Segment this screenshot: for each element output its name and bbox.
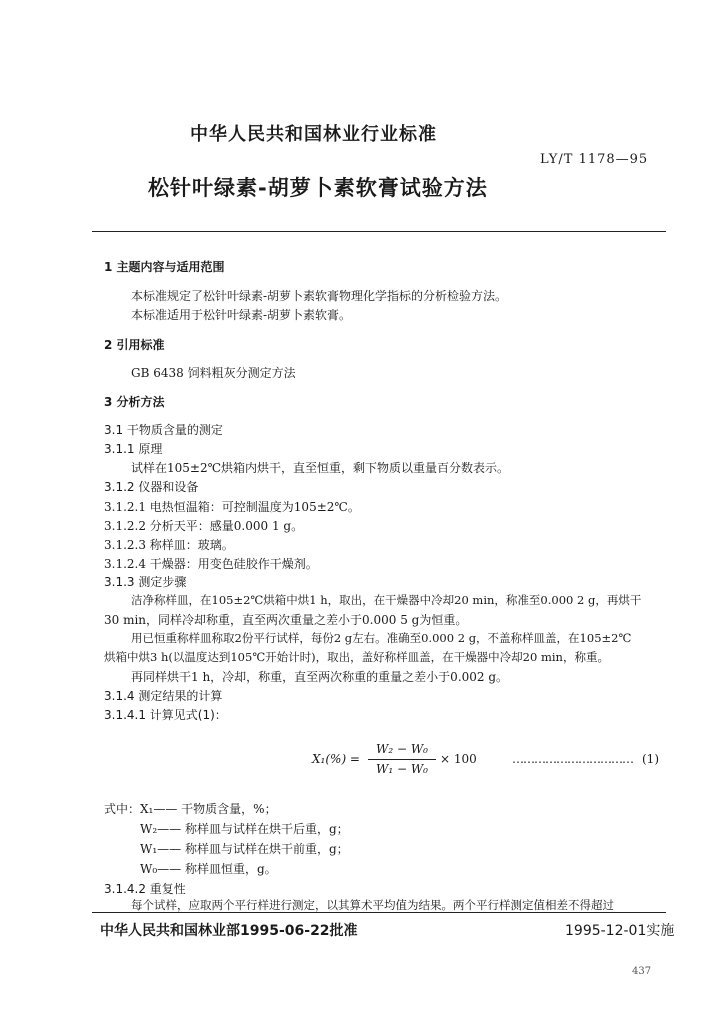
formula-number: (1)	[642, 752, 659, 766]
section-3-heading: 3 分析方法	[104, 395, 165, 409]
where-w2: W₂—— 称样皿与试样在烘干后重，g；	[140, 822, 349, 836]
where-w1: W₁—— 称样皿与试样在烘干前重，g；	[140, 842, 349, 856]
section-3-1-2-heading: 3.1.2 仪器和设备	[104, 480, 199, 494]
formula-lhs: X₁(%) =	[312, 752, 360, 766]
section-1-paragraph-1: 本标准规定了松针叶绿素-胡萝卜素软膏物理化学指标的分析检验方法。	[131, 289, 508, 303]
section-3-1-3-heading: 3.1.3 测定步骤	[104, 575, 187, 589]
section-3-1-2-2: 3.1.2.2 分析天平：感量0.000 1 g。	[104, 519, 304, 533]
section-3-1-3-paragraph-2a: 用已恒重称样皿称取2份平行试样，每份2 g左右。准确至0.000 2 g，不盖称样皿盖，在105±2℃	[131, 631, 632, 645]
issuing-organization: 中华人民共和国林业行业标准	[190, 124, 437, 145]
section-3-1-3-paragraph-1b: 30 min，同样冷却称重，直至两次重量之差小于0.000 5 g为恒重。	[104, 613, 468, 627]
formula-multiplier: × 100	[440, 752, 477, 766]
section-3-1-heading: 3.1 干物质含量的测定	[104, 423, 223, 437]
page-number: 437	[632, 966, 652, 977]
where-w0: W₀—— 称样皿恒重，g。	[140, 862, 277, 876]
section-2-heading: 2 引用标准	[104, 338, 165, 352]
approval-line: 中华人民共和国林业部1995-06-22批准	[100, 923, 358, 939]
section-3-1-4-2-paragraph: 每个试样，应取两个平行样进行测定，以其算术平均值为结果。两个平行样测定值相差不得超过	[131, 898, 614, 912]
section-3-1-3-paragraph-1a: 洁净称样皿，在105±2℃烘箱中烘1 h，取出，在干燥器中冷却20 min，称准至0.000 2 g，再烘干	[131, 593, 642, 607]
section-3-1-3-paragraph-2b: 烘箱中烘3 h(以温度达到105℃开始计时)，取出，盖好称样皿盖，在干燥器中冷却20 min，称重。	[104, 650, 609, 664]
implementation-date: 1995-12-01实施	[565, 923, 675, 939]
section-3-1-2-4: 3.1.2.4 干燥器：用变色硅胶作干燥剂。	[104, 557, 318, 571]
reference-standard: GB 6438 饲料粗灰分测定方法	[131, 366, 296, 380]
section-3-1-2-1: 3.1.2.1 电热恒温箱：可控制温度为105±2℃。	[104, 500, 360, 514]
formula-fraction-bar	[368, 759, 436, 760]
section-3-1-4-2-heading: 3.1.4.2 重复性	[104, 882, 186, 896]
section-3-1-2-3: 3.1.2.3 称样皿：玻璃。	[104, 538, 234, 552]
where-intro: 式中：X₁—— 干物质含量，%；	[104, 802, 277, 816]
section-3-1-1-paragraph: 试样在105±2℃烘箱内烘干，直至恒重，剩下物质以重量百分数表示。	[131, 461, 510, 475]
standard-code: LY/T 1178—95	[540, 152, 649, 167]
section-1-paragraph-2: 本标准适用于松针叶绿素-胡萝卜素软膏。	[131, 308, 352, 322]
section-3-1-1-heading: 3.1.1 原理	[104, 442, 163, 456]
header-rule	[92, 231, 666, 232]
formula-denominator: W₁ − W₀	[376, 762, 428, 776]
footer-rule	[92, 912, 666, 913]
formula-leader-dots: ……………………………	[512, 752, 633, 766]
document-title: 松针叶绿素-胡萝卜素软膏试验方法	[148, 176, 488, 200]
section-3-1-4-1-heading: 3.1.4.1 计算见式(1)：	[104, 708, 227, 722]
section-3-1-4-heading: 3.1.4 测定结果的计算	[104, 689, 223, 703]
section-1-heading: 1 主题内容与适用范围	[104, 260, 225, 274]
formula-numerator: W₂ − W₀	[376, 742, 428, 756]
section-3-1-3-paragraph-3: 再同样烘干1 h，冷却，称重，直至两次称重的重量之差小于0.002 g。	[131, 670, 509, 684]
